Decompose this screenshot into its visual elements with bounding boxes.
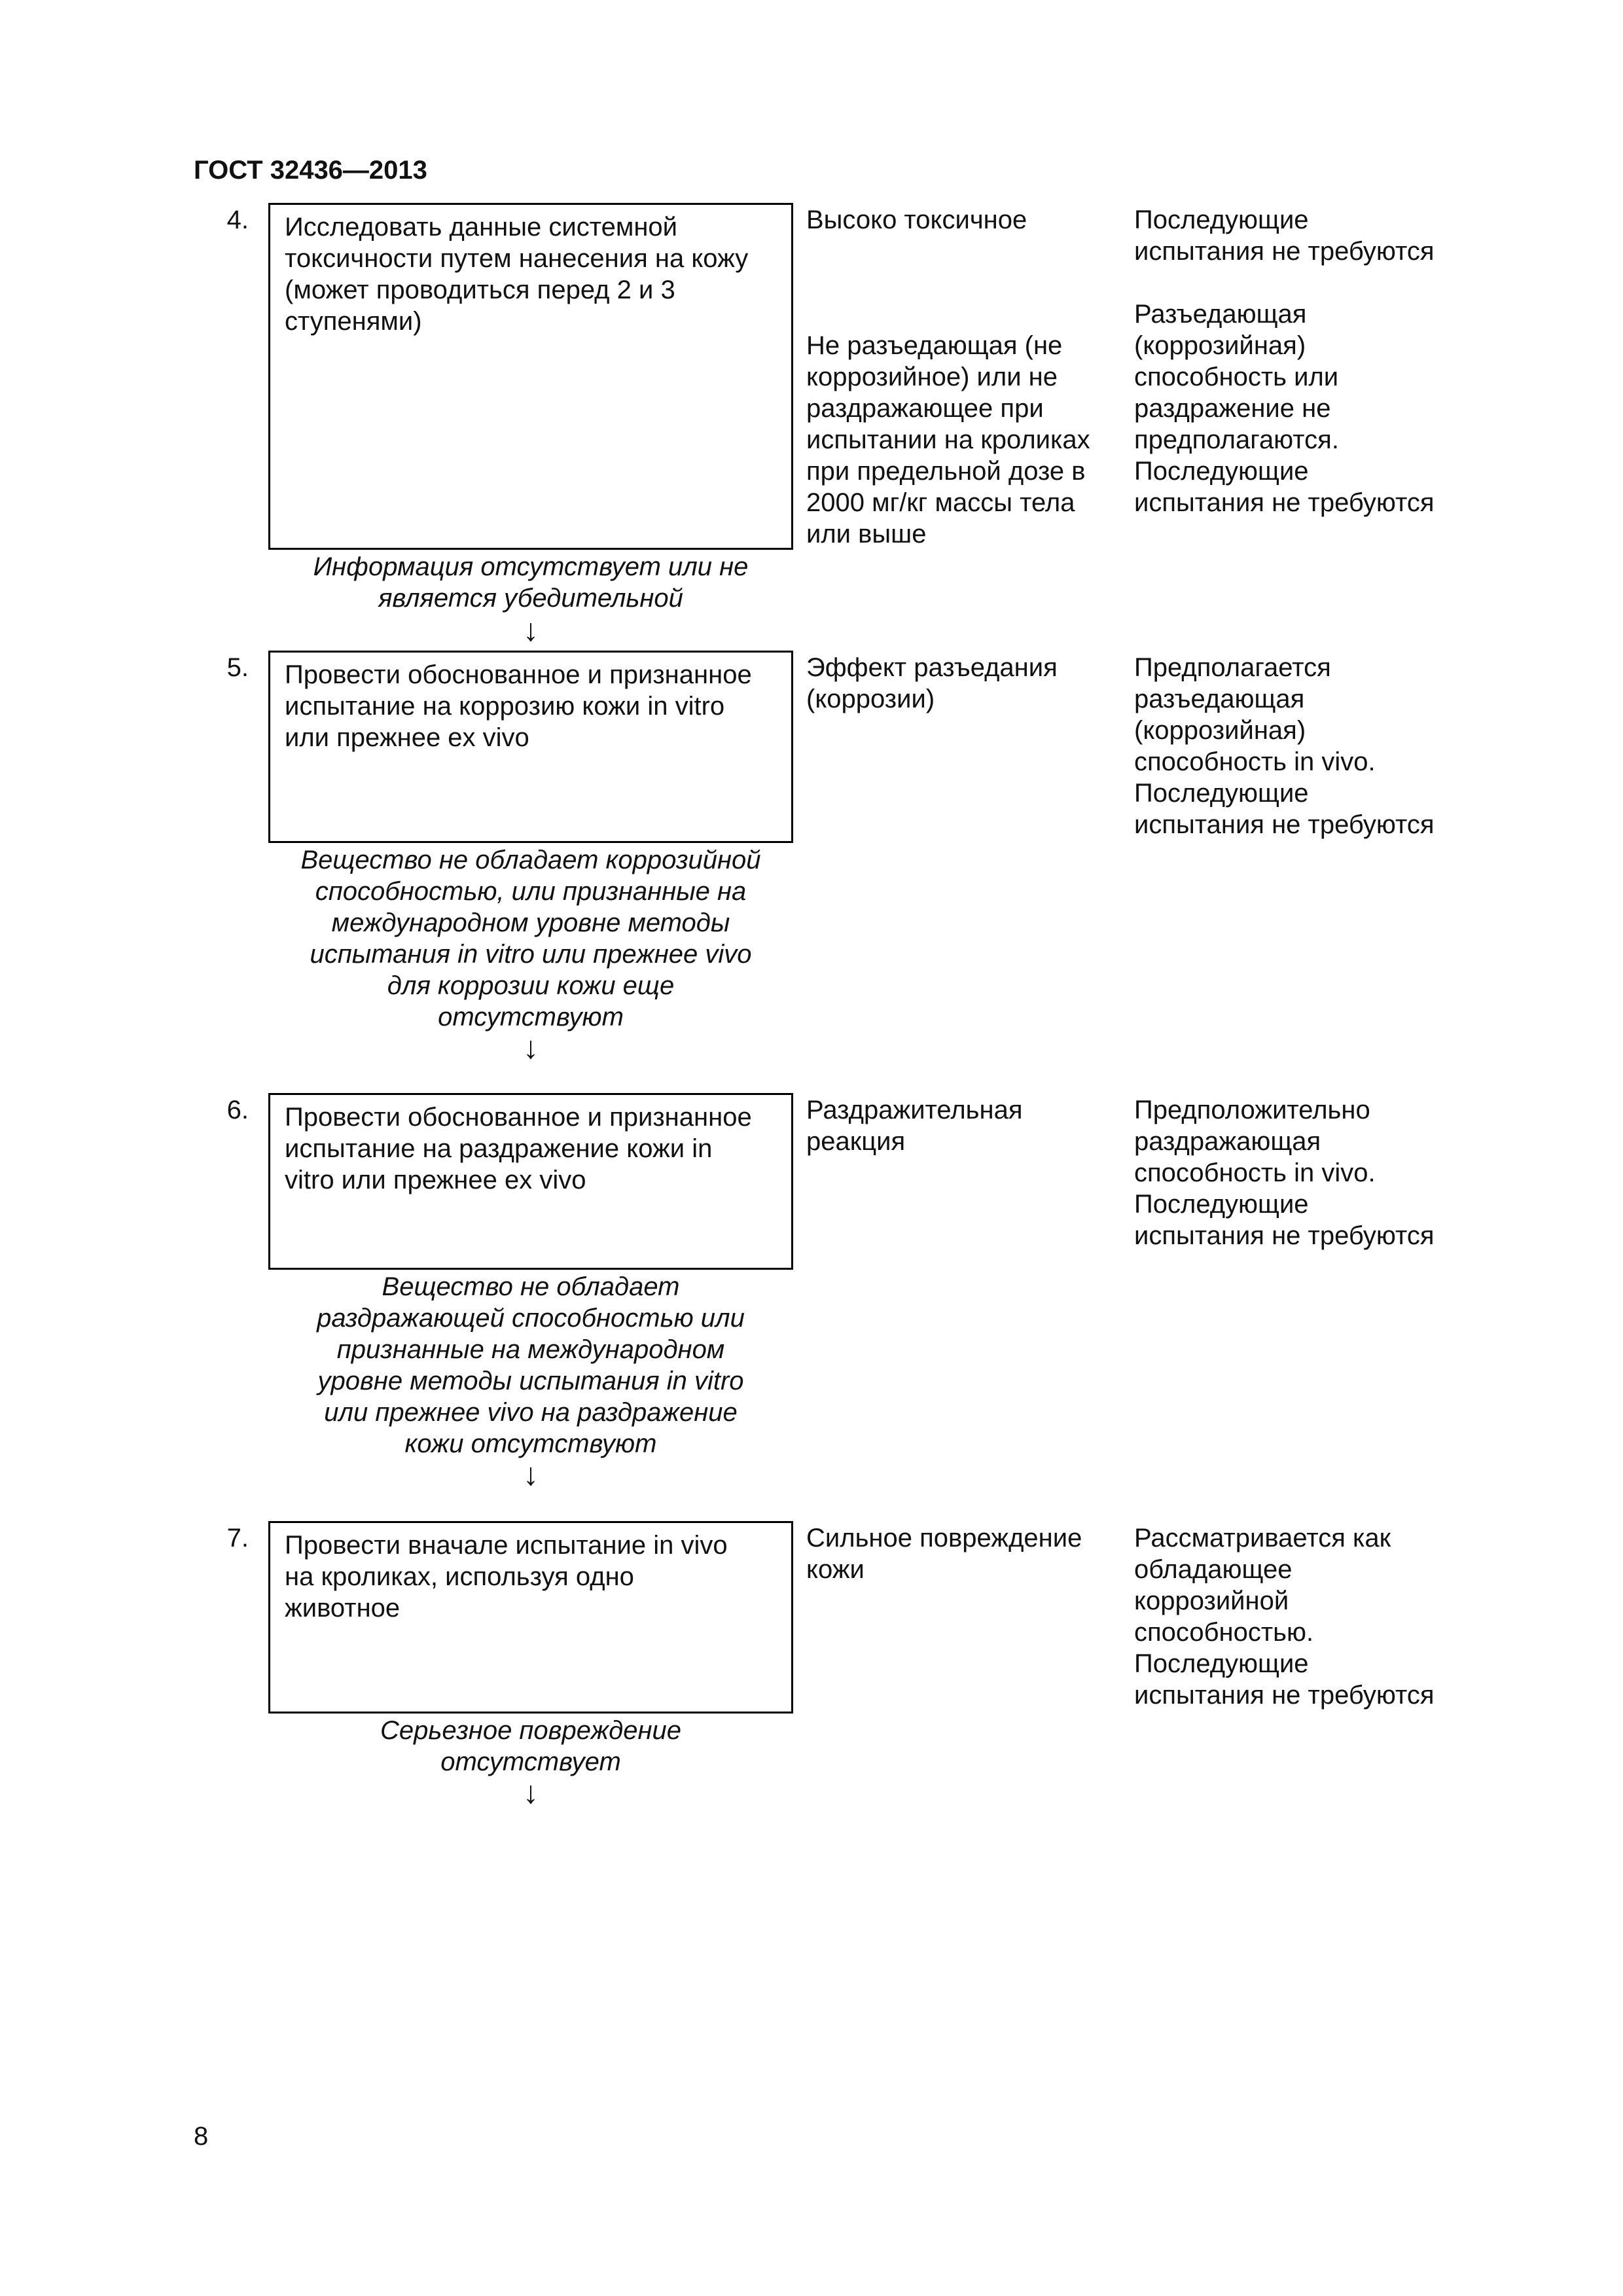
step-action: Разъедающая (коррозийная) способность или раздражение не предполагаются. Последующие испытания не требуются (1134, 300, 1435, 517)
step-condition-note: Вещество не обладает коррозийной способностью, или признанные на международном уровне методы испытания in vitro или прежнее vivo для коррозии кожи еще отсутствуют (300, 846, 761, 1031)
step-number: 5. (226, 653, 249, 682)
step-number: 6. (226, 1096, 249, 1124)
step-action: Предположительно раздражающая способность in vivo. Последующие испытания не требуются (1134, 1096, 1435, 1250)
step-box-text: Исследовать данные системной токсичности путем нанесения на кожу (может проводиться перед 2 и 3 ступенями) (285, 213, 749, 336)
down-arrow-icon: ↓ (523, 1458, 539, 1492)
step-outcome: Раздражительная реакция (806, 1096, 1023, 1156)
page-number: 8 (194, 2122, 209, 2151)
step-box (268, 1521, 793, 1713)
step-outcome: Не разъедающая (не коррозийное) или не раздражающее при испытании на кроликах при предельной дозе в 2000 мг/кг массы тела или выше (806, 331, 1090, 548)
step-outcome: Сильное повреждение кожи (806, 1524, 1082, 1584)
step-outcome: Эффект разъедания (коррозии) (806, 653, 1058, 713)
step-number: 4. (226, 206, 249, 234)
step-condition-note: Вещество не обладает раздражающей способностью или признанные на международном уровне методы испытания in vitro или прежнее vivo на раздражение кожи отсутствуют (317, 1272, 745, 1458)
step-action: Предполагается разъедающая (коррозийная) способность in vivo. Последующие испытания не требуются (1134, 653, 1435, 839)
step-box-text: Провести обоснованное и признанное испытание на коррозию кожи in vitro или прежнее ex vivo (285, 660, 752, 752)
step-action: Рассматривается как обладающее коррозийной способностью. Последующие испытания не требуются (1134, 1524, 1435, 1710)
step-condition-note: Информация отсутствует или не является убедительной (313, 552, 749, 613)
step-box (268, 1093, 793, 1270)
step-number: 7. (226, 1524, 249, 1552)
step-box-text: Провести вначале испытание in vivo на кроликах, используя одно животное (285, 1531, 728, 1623)
down-arrow-icon: ↓ (523, 1776, 539, 1810)
step-box-text: Провести обоснованное и признанное испытание на раздражение кожи in vitro или прежнее ex vivo (285, 1103, 752, 1194)
step-condition-note: Серьезное повреждение отсутствует (380, 1716, 681, 1776)
step-box (268, 651, 793, 843)
step-box (268, 203, 793, 550)
step-outcome: Высоко токсичное (806, 206, 1027, 234)
document-header: ГОСТ 32436—2013 (194, 156, 427, 185)
down-arrow-icon: ↓ (523, 613, 539, 648)
down-arrow-icon: ↓ (523, 1031, 539, 1066)
step-action: Последующие испытания не требуются (1134, 206, 1435, 266)
